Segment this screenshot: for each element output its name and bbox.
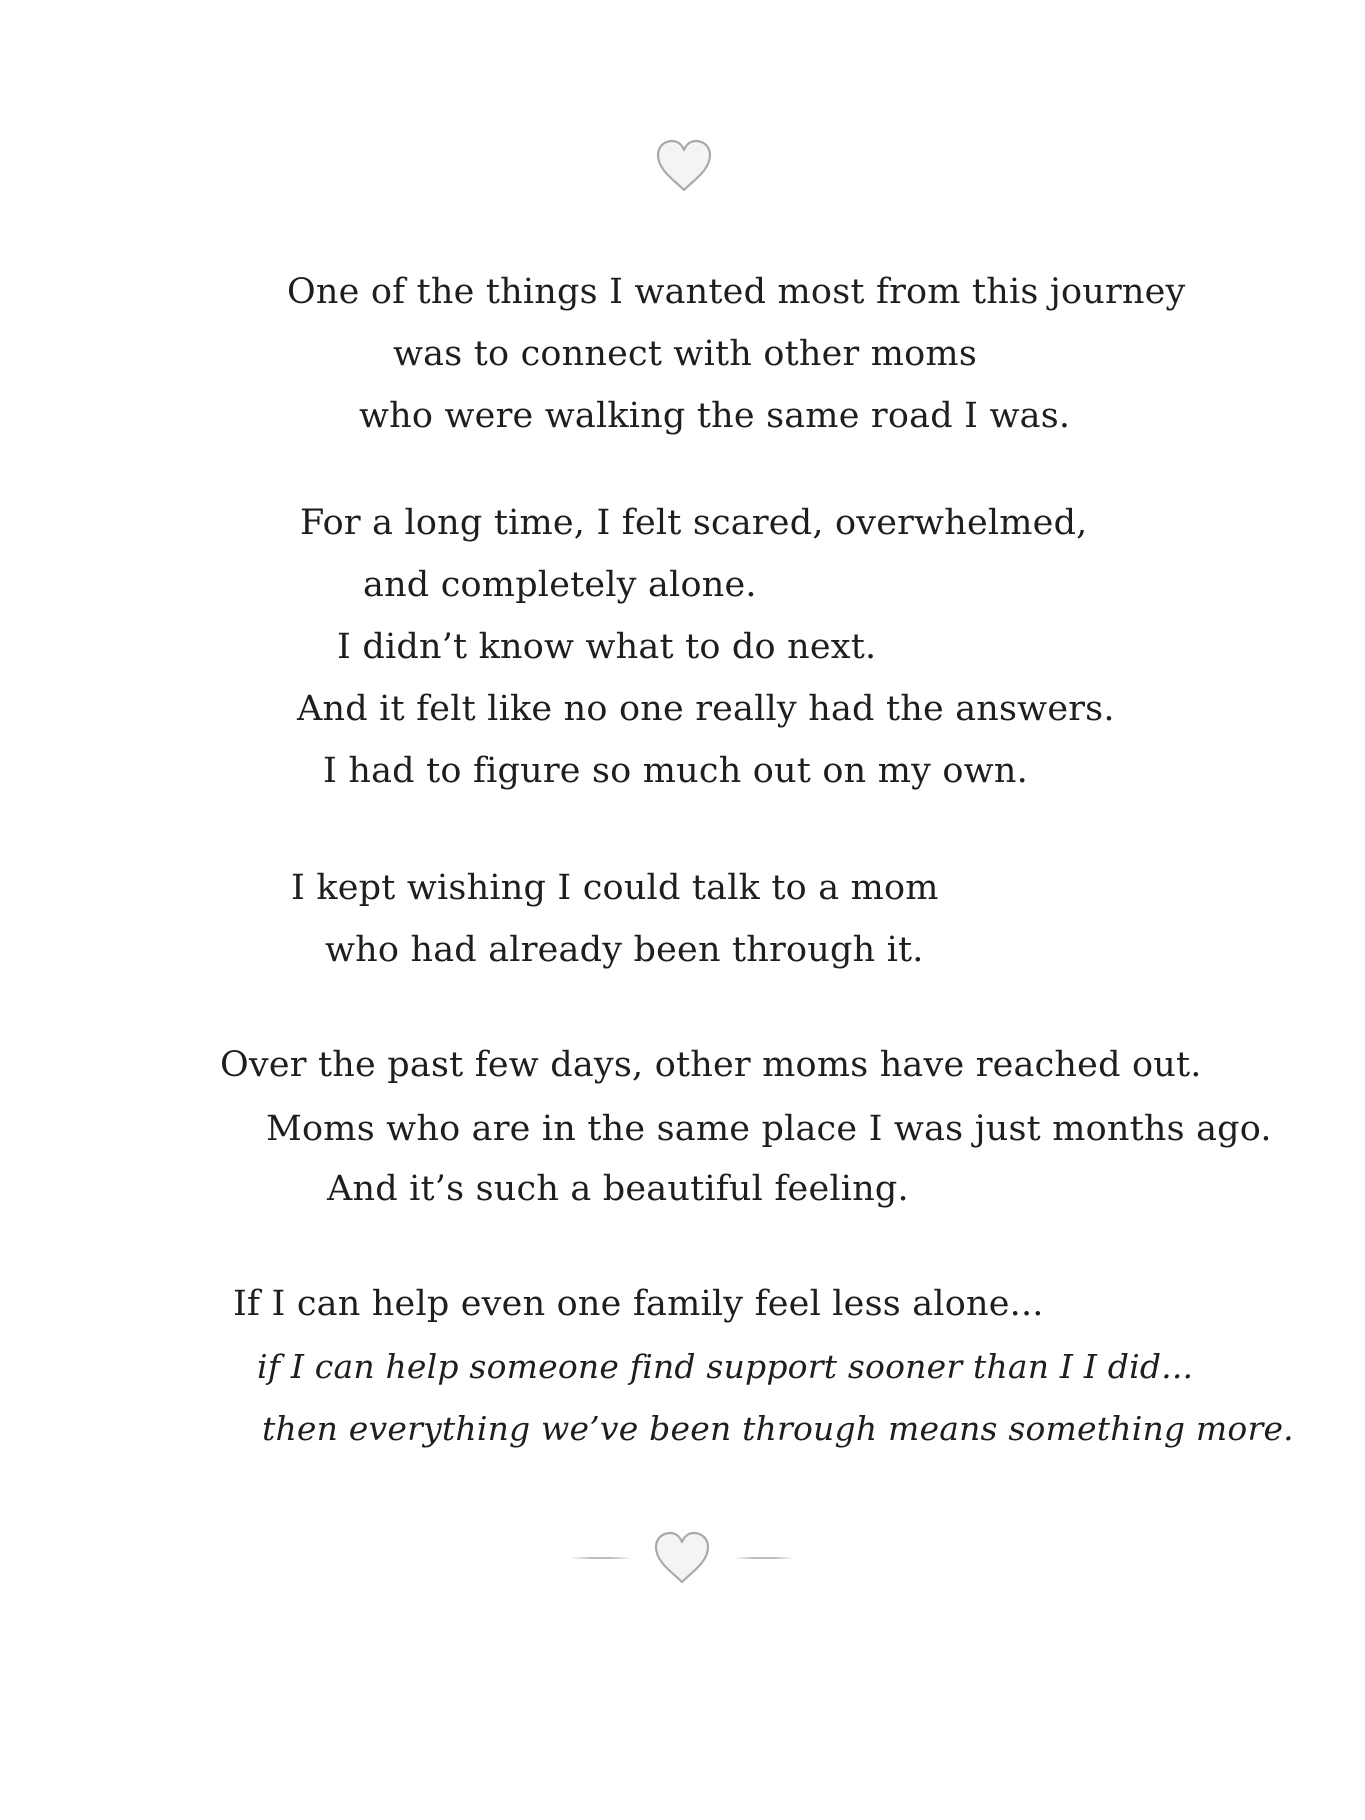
poem-line: and completely alone. — [363, 565, 757, 605]
poem-line: And it felt like no one really had the answers. — [297, 689, 1115, 729]
divider-line-left — [570, 1557, 632, 1559]
poem-line: One of the things I wanted most from this journey — [287, 272, 1186, 312]
poem-line: Over the past few days, other moms have reached out. — [220, 1045, 1202, 1085]
poem-line: who had already been through it. — [325, 930, 924, 970]
poem-line: If I can help even one family feel less alone... — [233, 1284, 1044, 1324]
divider-line-right — [733, 1557, 795, 1559]
poem-line: And it’s such a beautiful feeling. — [327, 1169, 909, 1209]
poem-line: who were walking the same road I was. — [359, 396, 1071, 436]
heart-icon — [654, 138, 714, 194]
poem-line: For a long time, I felt scared, overwhelmed, — [300, 503, 1088, 543]
poem-line: Moms who are in the same place I was just months ago. — [266, 1109, 1272, 1149]
poem-line: I didn’t know what to do next. — [337, 627, 877, 667]
poem-line-italic: then everything we’ve been through means something more. — [262, 1409, 1294, 1448]
heart-icon — [652, 1530, 712, 1586]
poem-line-italic: if I can help someone find support sooner than I I did... — [257, 1347, 1194, 1386]
poem-line: I kept wishing I could talk to a mom — [291, 868, 939, 908]
heart-divider — [570, 1528, 795, 1588]
poem-line: I had to figure so much out on my own. — [323, 751, 1028, 791]
poem-line: was to connect with other moms — [393, 334, 977, 374]
